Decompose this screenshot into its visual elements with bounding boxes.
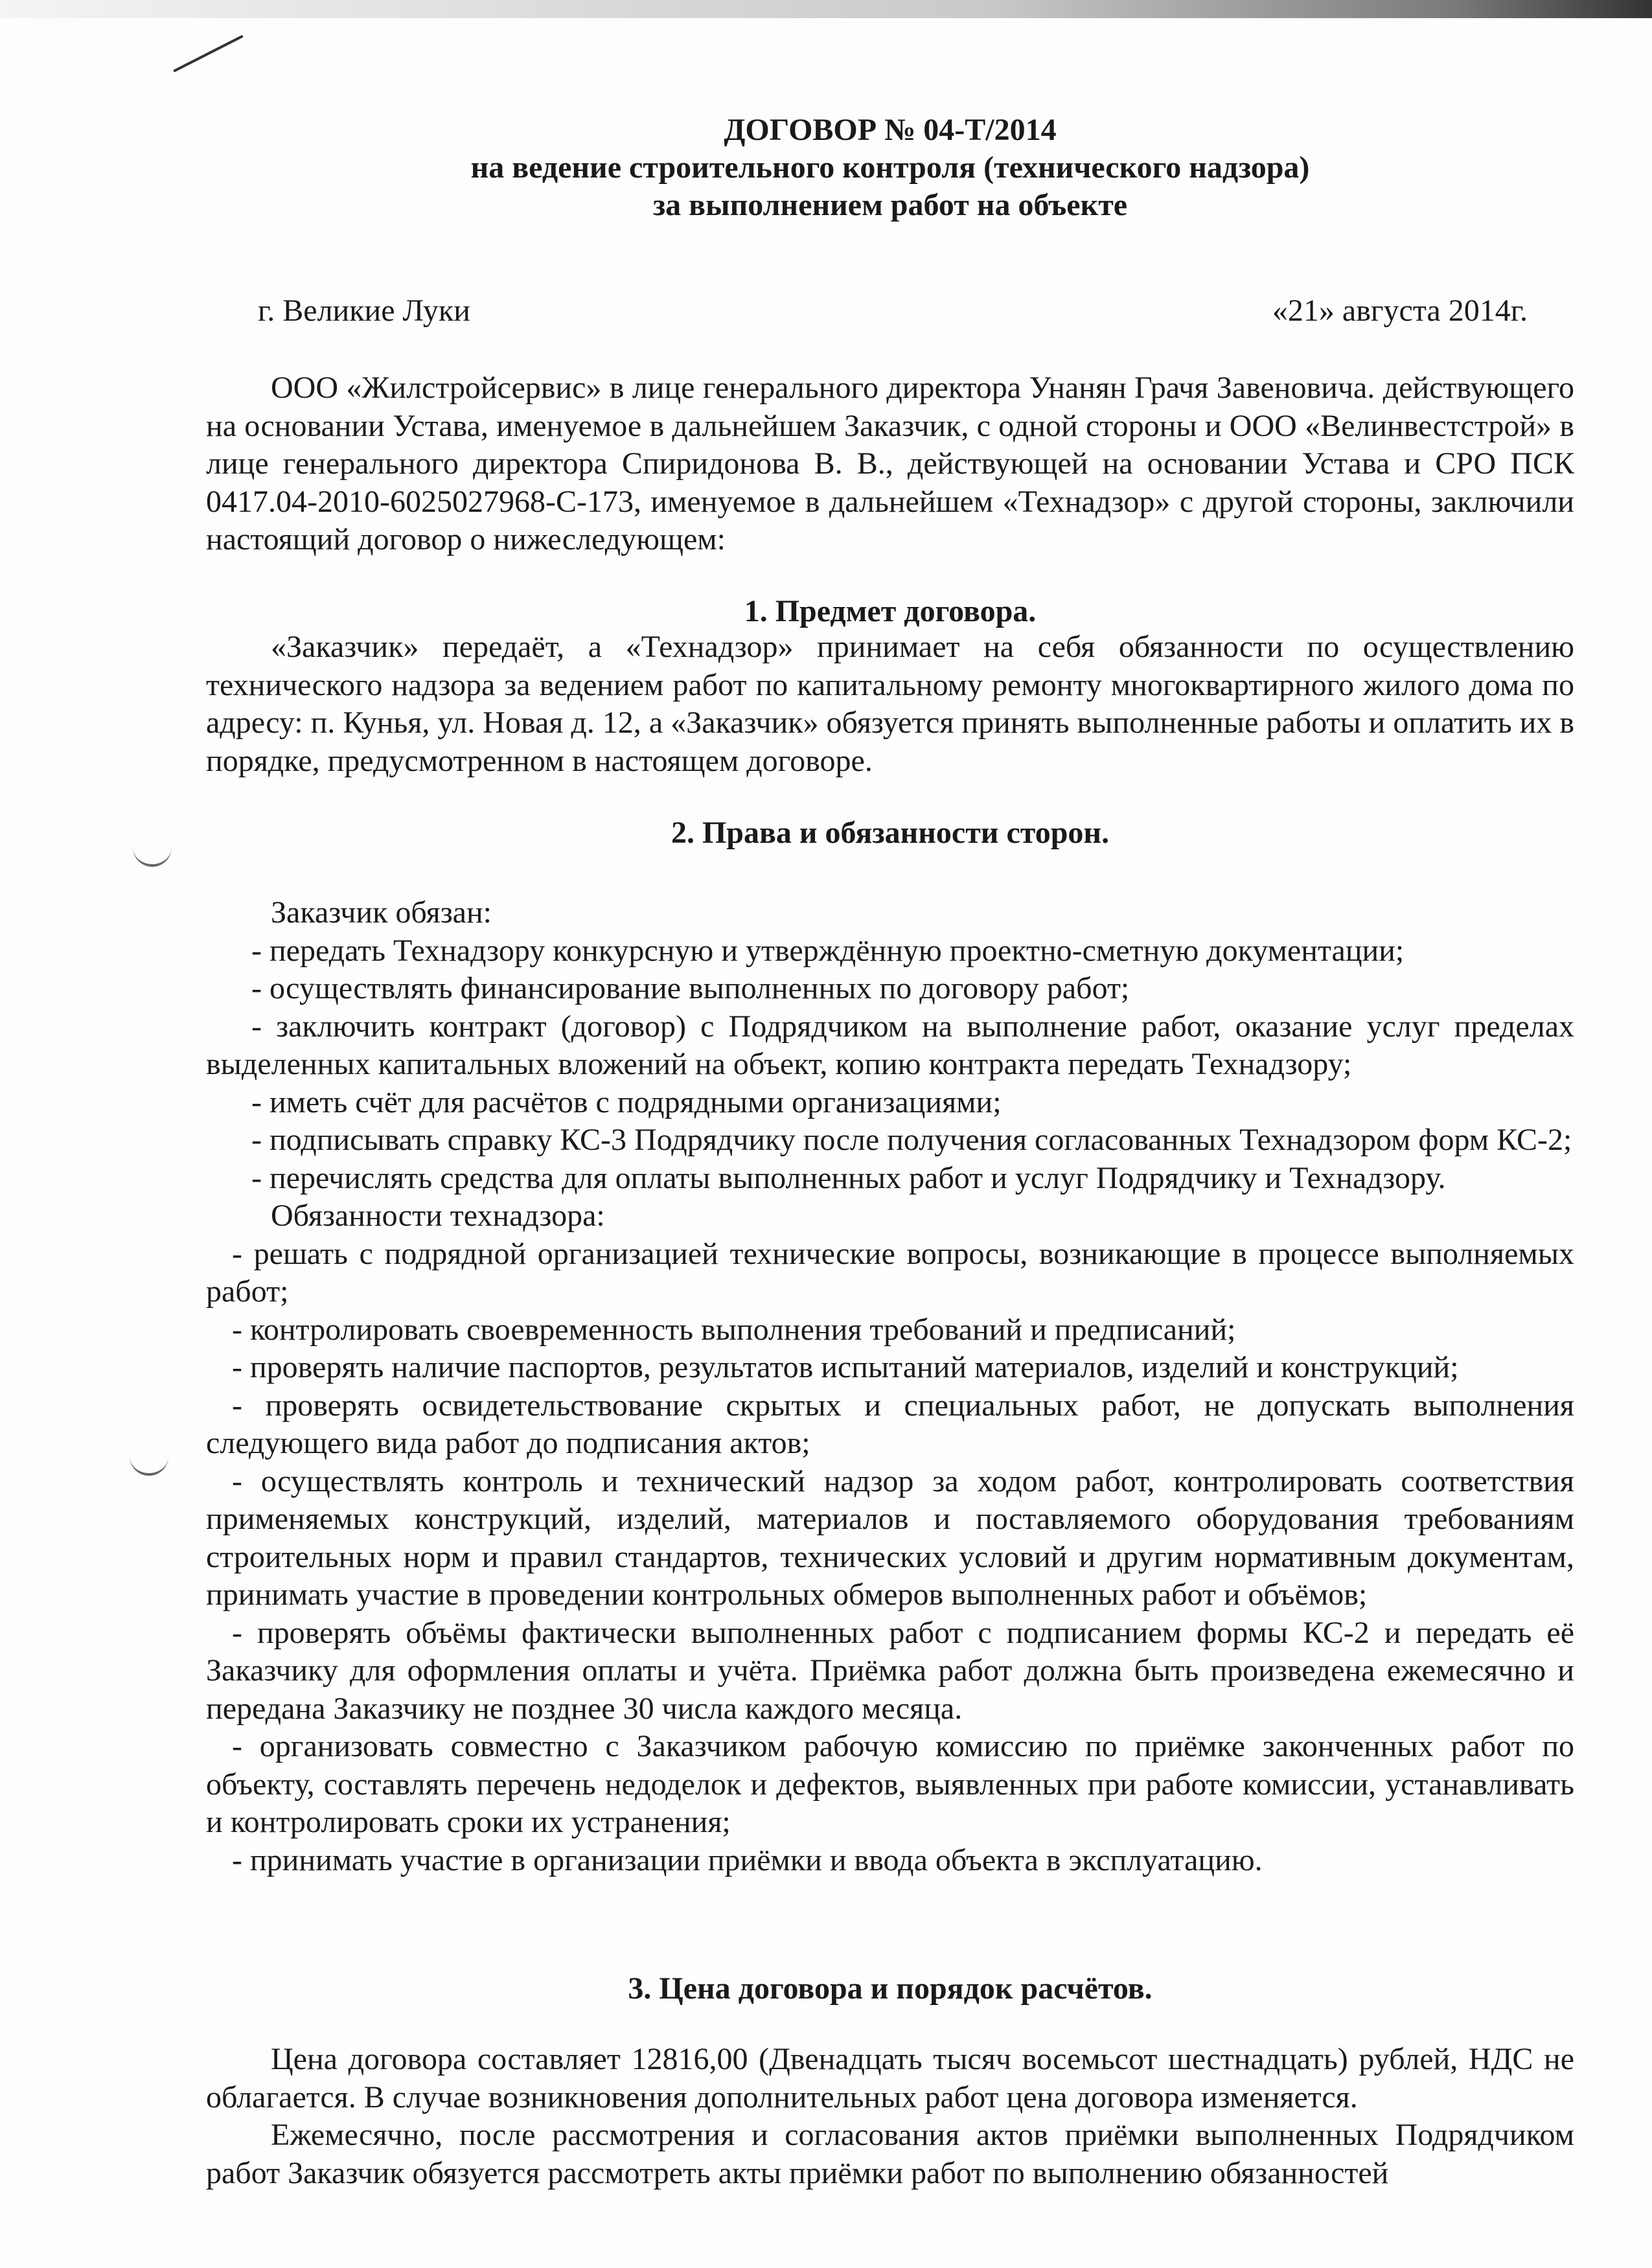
supervisor-duties-heading: Обязанности технадзора:	[271, 1198, 605, 1233]
list-item: - проверять объёмы фактически выполненных работ с подписанием формы КС-2 и передать её Заказчику для оформления оплаты и учёта. Приёмка работ должна быть произведена ежемесячно и передана Заказчику не позднее 30 числа каждого месяца.	[206, 1615, 1574, 1726]
contract-subtitle: на ведение строительного контроля (технического надзора)	[470, 150, 1310, 185]
contract-subtitle: за выполнением работ на объекте	[652, 188, 1128, 222]
section-heading: 2. Права и обязанности сторон.	[671, 816, 1110, 850]
pen-stroke-mark	[173, 35, 244, 73]
customer-duties-heading: Заказчик обязан:	[271, 895, 492, 930]
list-item: - перечислять средства для оплаты выполненных работ и услуг Подрядчику и Технадзору.	[251, 1160, 1446, 1195]
list-item: - заключить контракт (договор) с Подрядчиком на выполнение работ, оказание услуг пределах выделенных капитальных вложений на объект, копию контракта передать Технадзору;	[206, 1009, 1574, 1081]
list-item: - подписывать справку КС-3 Подрядчику после получения согласованных Технадзором форм КС-2;	[251, 1123, 1572, 1157]
payment-paragraph: Ежемесячно, после рассмотрения и согласования актов приёмки выполненных Подрядчиком работ Заказчик обязуется рассмотреть акты приёмки работ по выполнению обязанностей	[206, 2118, 1574, 2190]
list-item: - решать с подрядной организацией технические вопросы, возникающие в процессе выполняемых работ;	[206, 1236, 1574, 1309]
preamble	[206, 369, 1574, 559]
section-2-body	[206, 894, 1574, 1879]
punch-hole-mark	[130, 1451, 168, 1476]
document-title-block	[206, 111, 1574, 224]
contract-place: г. Великие Луки	[258, 293, 470, 328]
section-1-body	[206, 628, 1574, 780]
section-3-body	[206, 2041, 1574, 2192]
section-heading: 3. Цена договора и порядок расчётов.	[628, 1971, 1153, 2006]
list-item: - организовать совместно с Заказчиком рабочую комиссию по приёмке законченных работ по объекту, составлять перечень недоделок и дефектов, выявленных при работе комиссии, устанавливать и контролировать сроки их устранения;	[206, 1729, 1574, 1839]
contract-date: «21» августа 2014г.	[1272, 293, 1528, 328]
list-item: - осуществлять контроль и технический надзор за ходом работ, контролировать соответствия применяемых конструкций, изделий, материалов и поставляемого оборудования требованиям строительных норм и правил стандартов, технических условий и другим нормативным документам, принимать участие в проведении контрольных обмеров выполненных работ и объёмов;	[206, 1463, 1574, 1612]
preamble-text: ООО «Жилстройсервис» в лице генерального директора Унанян Грачя Завеновича. действующего на основании Устава, именуемое в дальнейшем Заказчик, с одной стороны и ООО «Велинвестстрой» в лице генерального директора Спиридонова В. В., действующей на основании Устава и СРО ПСК 0417.04-2010-6025027968-С-173, именуемое в дальнейшем «Технадзор» с другой стороны, заключили настоящий договор о нижеследующем:	[206, 371, 1574, 556]
list-item: - проверять наличие паспортов, результатов испытаний материалов, изделий и конструкций;	[232, 1350, 1459, 1384]
price-paragraph: Цена договора составляет 12816,00 (Двенадцать тысяч восемьсот шестнадцать) рублей, НДС не облагается. В случае возникновения дополнительных работ цена договора изменяется.	[206, 2042, 1574, 2114]
section-1-text: «Заказчик» передаёт, а «Технадзор» принимает на себя обязанности по осуществлению технического надзора за ведением работ по капитальному ремонту многоквартирного жилого дома по адресу: п. Кунья, ул. Новая д. 12, а «Заказчик» обязуется принять выполненные работы и оплатить их в порядке, предусмотренном в настоящем договоре.	[206, 630, 1574, 778]
list-item: - проверять освидетельствование скрытых и специальных работ, не допускать выполнения следующего вида работ до подписания актов;	[206, 1388, 1574, 1460]
list-item: - иметь счёт для расчётов с подрядными организациями;	[251, 1084, 1002, 1119]
scan-edge-shadow	[0, 0, 1652, 18]
list-item: - передать Технадзору конкурсную и утверждённую проектно-сметную документации;	[251, 933, 1405, 968]
contract-title: ДОГОВОР № 04-Т/2014	[724, 113, 1057, 147]
list-item: - принимать участие в организации приёмки и ввода объекта в эксплуатацию.	[232, 1842, 1263, 1877]
section-heading: 1. Предмет договора.	[744, 594, 1037, 628]
punch-hole-mark	[133, 842, 172, 867]
list-item: - осуществлять финансирование выполненных по договору работ;	[251, 971, 1130, 1005]
list-item: - контролировать своевременность выполнения требований и предписаний;	[232, 1312, 1236, 1347]
